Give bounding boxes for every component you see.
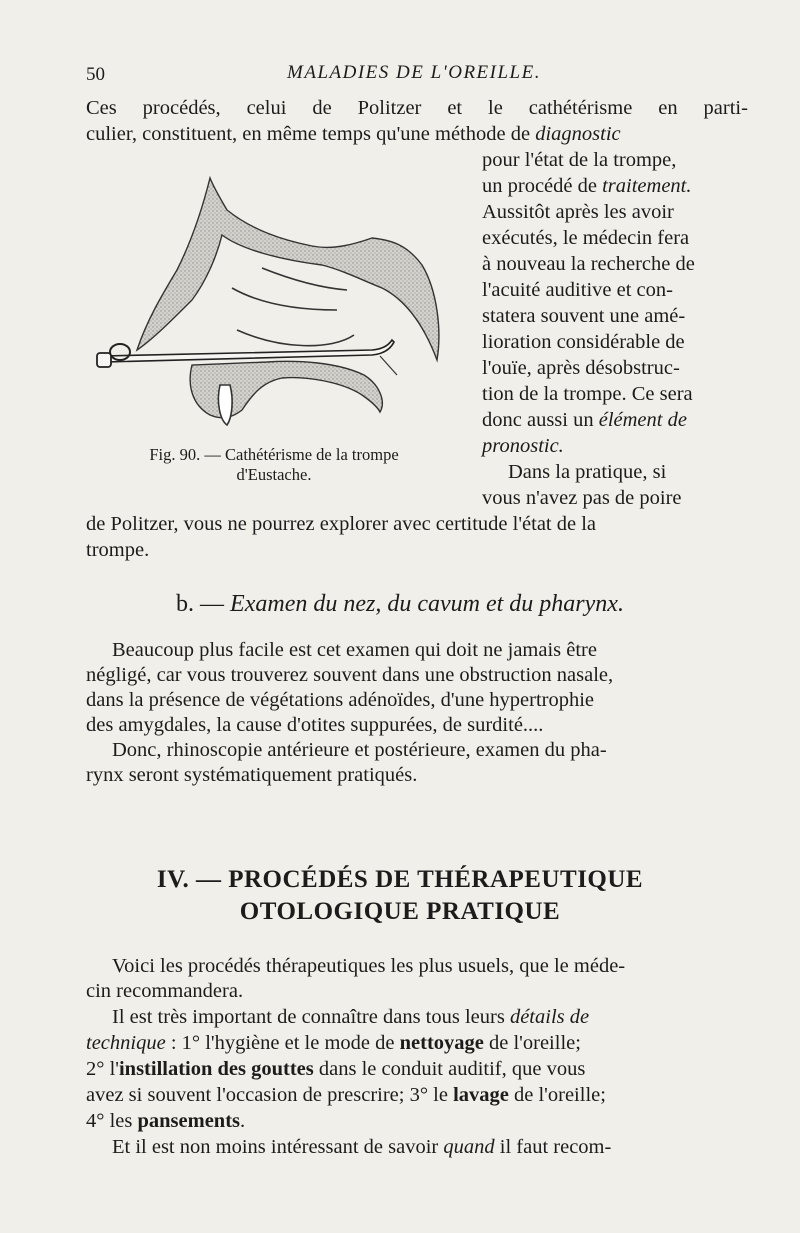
p3-line-8 [112,1134,748,1160]
p1-line-18: trompe. [86,539,150,561]
p3-line-7-bold: pansements [137,1110,240,1132]
p1-line-7: à nouveau la recherche de [482,253,695,275]
p3-line-3 [112,1004,748,1030]
running-title: MALADIES DE L'OREILLE. [287,62,541,83]
p3-line-4-italic: technique [86,1032,166,1054]
page-number: 50 [86,64,105,85]
turbinate-line-2 [232,288,337,310]
p1-line-15: Dans la pratique, si [508,461,667,483]
p1-line-12: tion de la trompe. Ce sera [482,383,693,405]
p1-line-4-italic: traitement. [602,175,692,197]
p3-line-4-bold: nettoyage [399,1032,484,1054]
p3-line-8-end: il faut recom- [494,1136,612,1158]
p1-line-1-word: de [312,97,332,119]
p1-line-1-word: Ces [86,97,117,119]
figure-caption-line-1: Fig. 90. — Cathétérisme de la trompe [149,445,399,464]
p1-line-13-italic: élément de [598,409,687,431]
figure-caption-line-2: d'Eustache. [236,465,312,484]
p1-line-1-word: procédés, [142,97,221,119]
p3-line-3-italic: détails de [509,1006,590,1028]
p1-line-2-text: culier, constituent, en même temps qu'une méthode de [86,123,536,145]
p3-line-7-end: . [240,1110,246,1132]
p3-line-4 [86,1030,748,1056]
p3-line-5-text: 2° l' [86,1058,119,1080]
p1-line-4-text: un procédé de [482,175,603,197]
pointer-line [380,356,397,375]
section-heading-line-1: IV. — PROCÉDÉS DE THÉRAPEUTIQUE [156,866,644,893]
p2-line-6: rynx seront systématiquement pratiqués. [86,764,418,786]
p3-line-7-text: 4° les [86,1110,138,1132]
p1-line-14: pronostic. [482,435,564,457]
p2-line-4: des amygdales, la cause d'otites suppurées, de surdité.... [86,714,544,736]
p3-line-7 [86,1108,748,1134]
p2-line-2: négligé, car vous trouverez souvent dans une obstruction nasale, [86,664,614,686]
p1-line-1-word: celui [246,97,287,119]
p1-line-1-word: cathétérisme [528,97,633,119]
p1-line-13 [482,407,748,433]
p1-line-1-word: Politzer [357,97,422,119]
p3-line-8-italic: quand [443,1136,495,1158]
p1-line-6: exécutés, le médecin fera [482,227,690,249]
p3-line-4-end: de l'oreille; [483,1032,581,1054]
p3-line-6-bold: lavage [453,1084,509,1106]
upper-anatomy-shape [137,178,439,360]
p3-line-3-text: Il est très important de connaître dans tous leurs [112,1006,510,1028]
section-heading-line-2: OTOLOGIQUE PRATIQUE [239,898,561,925]
p1-line-1 [86,95,748,121]
catheter-tube [104,340,394,362]
p1-line-13-text: donc aussi un [482,409,599,431]
p3-line-6 [86,1082,748,1108]
turbinate-line-1 [262,268,347,290]
uvula-shape [218,385,232,425]
subsection-title: Examen du nez, du cavum et du pharynx. [230,591,624,617]
p3-line-5-bold: instillation des gouttes [118,1058,314,1080]
p3-line-6-text: avez si souvent l'occasion de prescrire; 3° le [86,1084,454,1106]
p2-line-1: Beaucoup plus facile est cet examen qui doit ne jamais être [112,639,597,661]
p1-line-1-word: et [447,97,463,119]
catheter-handle [97,353,111,367]
turbinate-line-3 [237,330,354,346]
p1-line-1-word: le [488,97,503,119]
p1-line-8: l'acuité auditive et con- [482,279,673,301]
p3-line-8-text: Et il est non moins intéressant de savoir [112,1136,444,1158]
p1-line-5: Aussitôt après les avoir [482,201,674,223]
p3-line-2: cin recommandera. [86,980,244,1002]
p1-line-16: vous n'avez pas de poire [482,487,682,509]
p1-line-2 [86,121,748,147]
p3-line-6-end: de l'oreille; [508,1084,606,1106]
subsection-heading [0,591,800,618]
p1-line-4 [482,173,748,199]
p1-line-2-italic: diagnostic [535,123,621,145]
catheterization-figure [92,170,452,432]
subsection-prefix: b. — [176,591,231,617]
p1-line-1-word: parti- [703,97,748,119]
p3-line-4-text: : 1° l'hygiène et le mode de [165,1032,400,1054]
p1-line-11: l'ouïe, après désobstruc- [482,357,680,379]
p1-line-17: de Politzer, vous ne pourrez explorer avec certitude l'état de la [86,513,597,535]
p1-line-1-word: en [658,97,678,119]
p1-line-10: lioration considérable de [482,331,685,353]
p1-line-3: pour l'état de la trompe, [482,149,677,171]
p2-line-3: dans la présence de végétations adénoïdes, d'une hypertrophie [86,689,595,711]
p3-line-5 [86,1056,748,1082]
p3-line-1: Voici les procédés thérapeutiques les plus usuels, que le méde- [112,955,626,977]
p1-line-9: statera souvent une amé- [482,305,686,327]
p2-line-5: Donc, rhinoscopie antérieure et postérieure, examen du pha- [112,739,607,761]
p3-line-5-end: dans le conduit auditif, que vous [313,1058,586,1080]
